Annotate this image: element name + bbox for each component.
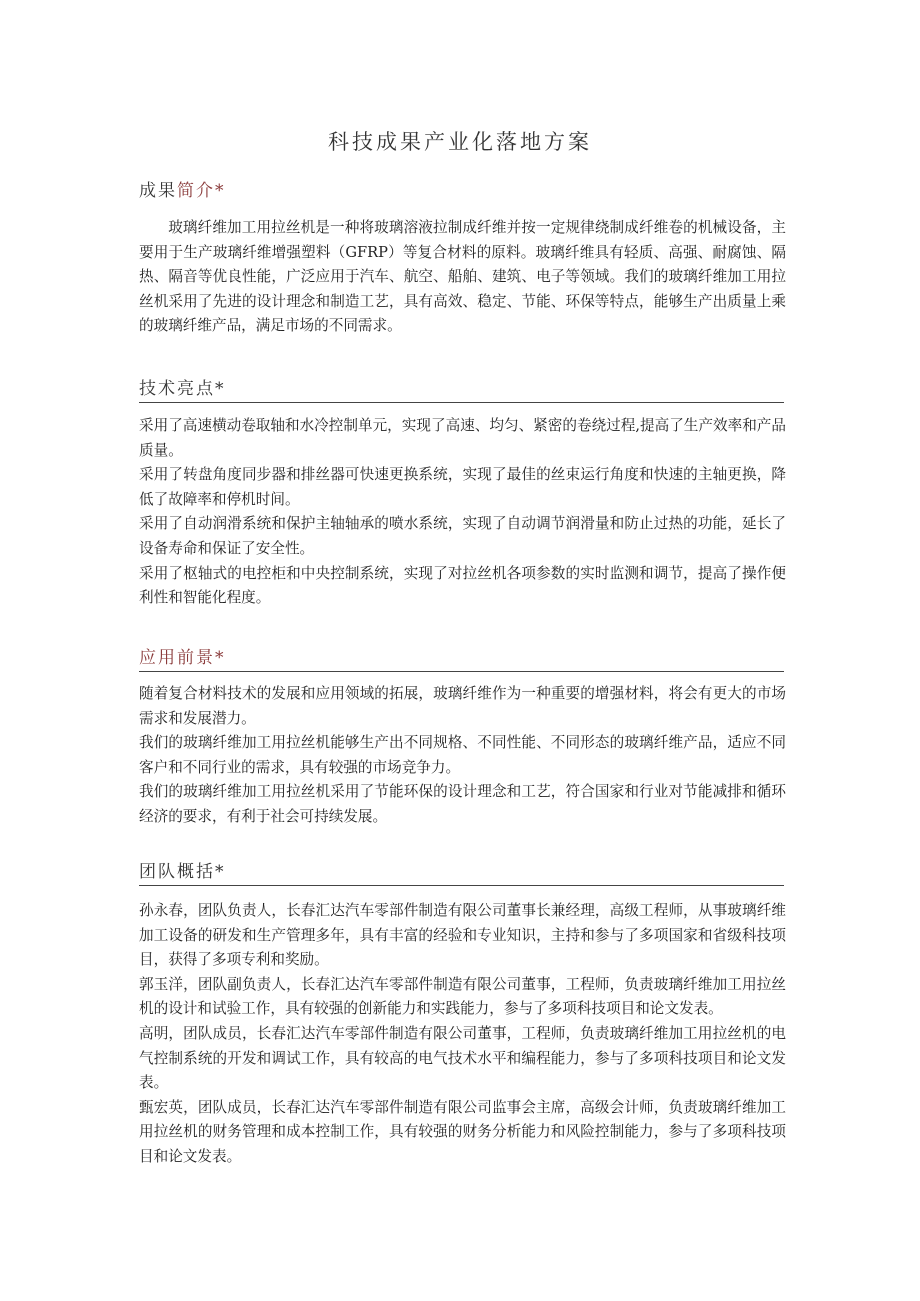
page-title: 科技成果产业化落地方案 xyxy=(328,130,592,154)
paragraph: 我们的玻璃纤维加工用拉丝机采用了节能环保的设计理念和工艺，符合国家和行业对节能减排和循环经济的要求，有利于社会可持续发展。 xyxy=(139,783,786,825)
paragraph: 高明，团队成员，长春汇达汽车零部件制造有限公司董事，工程师，负责玻璃纤维加工用拉丝机的电气控制系统的开发和调试工作，具有较高的电气技术水平和编程能力，参与了多项科技项目和论文发表。 xyxy=(139,1024,786,1092)
highlights-body xyxy=(139,414,786,611)
section-heading-summary: 成果简介* xyxy=(139,181,226,201)
summary-body xyxy=(139,216,786,339)
section-heading-prospects: 应用前景* xyxy=(139,645,784,672)
paragraph: 孙永春，团队负责人，长春汇达汽车零部件制造有限公司董事长兼经理，高级工程师，从事玻璃纤维加工设备的研发和生产管理多年，具有丰富的经验和专业知识，主持和参与了多项国家和省级科技项目，获得了多项专利和奖励。 xyxy=(139,902,786,969)
paragraph: 随着复合材料技术的发展和应用领域的拓展，玻璃纤维作为一种重要的增强材料，将会有更大的市场需求和发展潜力。 xyxy=(139,685,786,727)
paragraph: 玻璃纤维加工用拉丝机是一种将玻璃溶液拉制成纤维并按一定规律绕制成纤维卷的机械设备，主要用于生产玻璃纤维增强塑料（GFRP）等复合材料的原料。玻璃纤维具有轻质、高强、耐腐蚀、隔热、隔音等优良性能，广泛应用于汽车、航空、船舶、建筑、电子等领域。我们的玻璃纤维加工用拉丝机采用了先进的设计理念和制造工艺，具有高效、稳定、节能、环保等特点，能够生产出质量上乘的玻璃纤维产品，满足市场的不同需求。 xyxy=(139,219,786,335)
section-heading-highlights: 技术亮点* xyxy=(139,376,784,403)
paragraph: 郭玉洋，团队副负责人，长春汇达汽车零部件制造有限公司董事，工程师，负责玻璃纤维加工用拉丝机的设计和试验工作，具有较强的创新能力和实践能力，参与了多项科技项目和论文发表。 xyxy=(139,975,786,1018)
paragraph: 采用了枢轴式的电控柜和中央控制系统，实现了对拉丝机各项参数的实时监测和调节，提高了操作便利性和智能化程度。 xyxy=(139,564,786,607)
team-body xyxy=(139,899,786,1170)
paragraph: 甄宏英，团队成员，长春汇达汽车零部件制造有限公司监事会主席，高级会计师，负责玻璃纤维加工用拉丝机的财务管理和成本控制工作，具有较强的财务分析能力和风险控制能力，参与了多项科技项目和论文发表。 xyxy=(139,1098,786,1165)
paragraph: 我们的玻璃纤维加工用拉丝机能够生产出不同规格、不同性能、不同形态的玻璃纤维产品，适应不同客户和不同行业的需求，具有较强的市场竞争力。 xyxy=(139,734,786,776)
section-heading-team: 团队概括* xyxy=(139,859,784,886)
paragraph: 采用了高速横动卷取轴和水冷控制单元，实现了高速、均匀、紧密的卷绕过程,提高了生产效率和产品质量。 xyxy=(139,417,786,459)
paragraph: 采用了自动润滑系统和保护主轴轴承的喷水系统，实现了自动调节润滑量和防止过热的功能，延长了设备寿命和保证了安全性。 xyxy=(139,515,786,557)
prospects-body xyxy=(139,682,786,830)
paragraph: 采用了转盘角度同步器和排丝器可快速更换系统，实现了最佳的丝束运行角度和快速的主轴更换，降低了故障率和停机时间。 xyxy=(139,466,786,508)
